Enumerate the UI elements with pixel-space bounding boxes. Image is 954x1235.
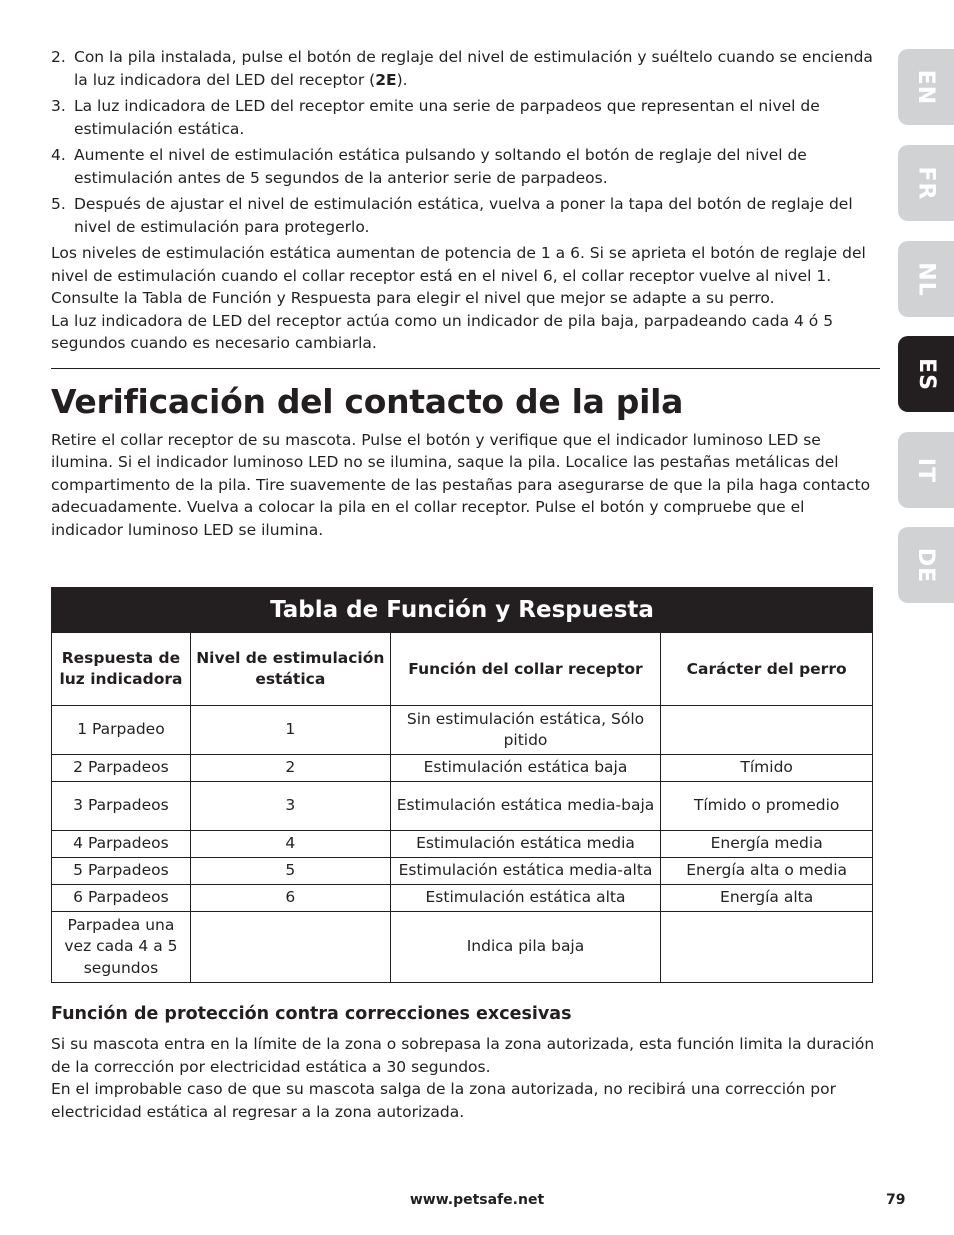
lang-tab-it[interactable]	[898, 432, 954, 508]
footer-url[interactable]: www.petsafe.net	[409, 1192, 545, 1208]
table-cell: 3	[190, 782, 390, 831]
table-cell: Estimulación estática alta	[390, 885, 661, 912]
table-header-cell: Carácter del perro	[661, 633, 873, 706]
table-cell: 2 Parpadeos	[52, 755, 191, 782]
function-response-table	[51, 587, 873, 983]
table-cell: 1	[190, 706, 390, 755]
lang-tab-label: NL	[913, 261, 939, 297]
table-header-row	[52, 633, 873, 706]
table-row	[52, 755, 873, 782]
step-text-end: ).	[396, 70, 408, 89]
step-text: Aumente el nivel de estimulación estática pulsando y soltando el botón de reglaje del nivel de estimulación antes de 5 segundos de la anterior serie de parpadeos.	[74, 146, 807, 187]
table-cell: Energía alta	[661, 885, 873, 912]
section-body: Retire el collar receptor de su mascota. Pulse el botón y verifique que el indicador luminoso LED se ilumina. Si el indicador luminoso LED no se ilumina, saque la pila. Localice las pestañas metálicas del compartimento de la pila. Tire suavemente de las pestañas para asegurarse de que la pila haga contacto adecuadamente. Vuelva a colocar la pila en el collar receptor. Pulse el botón y compruebe que el indicador luminoso LED se ilumina.	[51, 430, 871, 539]
subsection-paragraph-2: En el improbable caso de que su mascota salga de la zona autorizada, no recibirá una corrección por electricidad estática al regresar a la zona autorizada.	[51, 1080, 836, 1121]
lang-tab-fr[interactable]	[898, 145, 954, 221]
table-cell: Sin estimulación estática, Sólo pitido	[390, 706, 661, 755]
step-text: Con la pila instalada, pulse el botón de reglaje del nivel de estimulación y suéltelo cuando se encienda la luz indicadora del LED del receptor (	[74, 48, 873, 89]
section-title: Verificación del contacto de la pila	[51, 381, 684, 421]
table-cell: 6	[190, 885, 390, 912]
table-cell: 5	[190, 858, 390, 885]
table-cell: 1 Parpadeo	[52, 706, 191, 755]
lang-tab-label: DE	[913, 547, 939, 583]
table-row	[52, 858, 873, 885]
lang-tab-es[interactable]	[898, 336, 954, 412]
table-header-cell: Función del collar receptor	[390, 633, 661, 706]
subsection-paragraph-1: Si su mascota entra en la límite de la zona o sobrepasa la zona autorizada, esta función limita la duración de la corrección por electricidad estática a 30 segundos.	[51, 1035, 875, 1076]
step-number: 2.	[51, 48, 66, 66]
lang-tab-label: EN	[913, 69, 939, 105]
page-content	[51, 46, 877, 1123]
list-item	[51, 193, 877, 238]
lang-tab-label: FR	[913, 166, 939, 200]
table-row	[52, 831, 873, 858]
table-cell: Estimulación estática media-alta	[390, 858, 661, 885]
table-caption: Tabla de Función y Respuesta	[52, 588, 873, 633]
table-cell: 5 Parpadeos	[52, 858, 191, 885]
step-text: La luz indicadora de LED del receptor emite una serie de parpadeos que representan el nivel de estimulación estática.	[74, 97, 820, 138]
step-number: 5.	[51, 195, 66, 213]
subsection-title: Función de protección contra correcciones excesivas	[51, 1004, 572, 1024]
lang-tab-label: IT	[913, 457, 939, 483]
steps-list	[51, 46, 877, 238]
lang-tab-label: ES	[913, 357, 939, 391]
table-cell	[661, 912, 873, 983]
table-row	[52, 885, 873, 912]
table-cell: 4	[190, 831, 390, 858]
step-number: 3.	[51, 97, 66, 115]
page-number: 79	[886, 1192, 906, 1208]
table-cell	[661, 706, 873, 755]
table-row	[52, 912, 873, 983]
table-cell: Parpadea una vez cada 4 a 5 segundos	[52, 912, 191, 983]
step-text: Después de ajustar el nivel de estimulación estática, vuelva a poner la tapa del botón de reglaje del nivel de estimulación para protegerlo.	[74, 195, 853, 236]
table-header-cell: Respuesta de luz indicadora	[52, 633, 191, 706]
table-cell: Estimulación estática baja	[390, 755, 661, 782]
levels-paragraph: Los niveles de estimulación estática aumentan de potencia de 1 a 6. Si se aprieta el botón de reglaje del nivel de estimulación cuando el collar receptor está en el nivel 6, el collar receptor vuelve al nivel 1. Consulte la Tabla de Función y Respuesta para elegir el nivel que mejor se adapte a su perro.	[51, 244, 866, 307]
table-row	[52, 782, 873, 831]
table-cell: Energía media	[661, 831, 873, 858]
list-item	[51, 144, 877, 189]
table-cell: Indica pila baja	[390, 912, 661, 983]
table-cell: Tímido	[661, 755, 873, 782]
step-number: 4.	[51, 146, 66, 164]
table-cell: 2	[190, 755, 390, 782]
table-cell: 3 Parpadeos	[52, 782, 191, 831]
table-cell: 6 Parpadeos	[52, 885, 191, 912]
lang-tab-nl[interactable]	[898, 241, 954, 317]
list-item	[51, 46, 877, 91]
battery-led-paragraph: La luz indicadora de LED del receptor actúa como un indicador de pila baja, parpadeando cada 4 ó 5 segundos cuando es necesario cambiarla.	[51, 311, 834, 352]
table-header-cell: Nivel de estimulación estática	[190, 633, 390, 706]
table-cell: Tímido o promedio	[661, 782, 873, 831]
table-cell: Estimulación estática media	[390, 831, 661, 858]
list-item	[51, 95, 877, 140]
table-cell: Energía alta o media	[661, 858, 873, 885]
section-divider	[51, 368, 880, 369]
lang-tab-en[interactable]	[898, 49, 954, 125]
table-cell: 4 Parpadeos	[52, 831, 191, 858]
lang-tab-de[interactable]	[898, 527, 954, 603]
table-cell: Estimulación estática media-baja	[390, 782, 661, 831]
table-cell	[190, 912, 390, 983]
table-row	[52, 706, 873, 755]
step-figure-ref: 2E	[375, 70, 397, 89]
